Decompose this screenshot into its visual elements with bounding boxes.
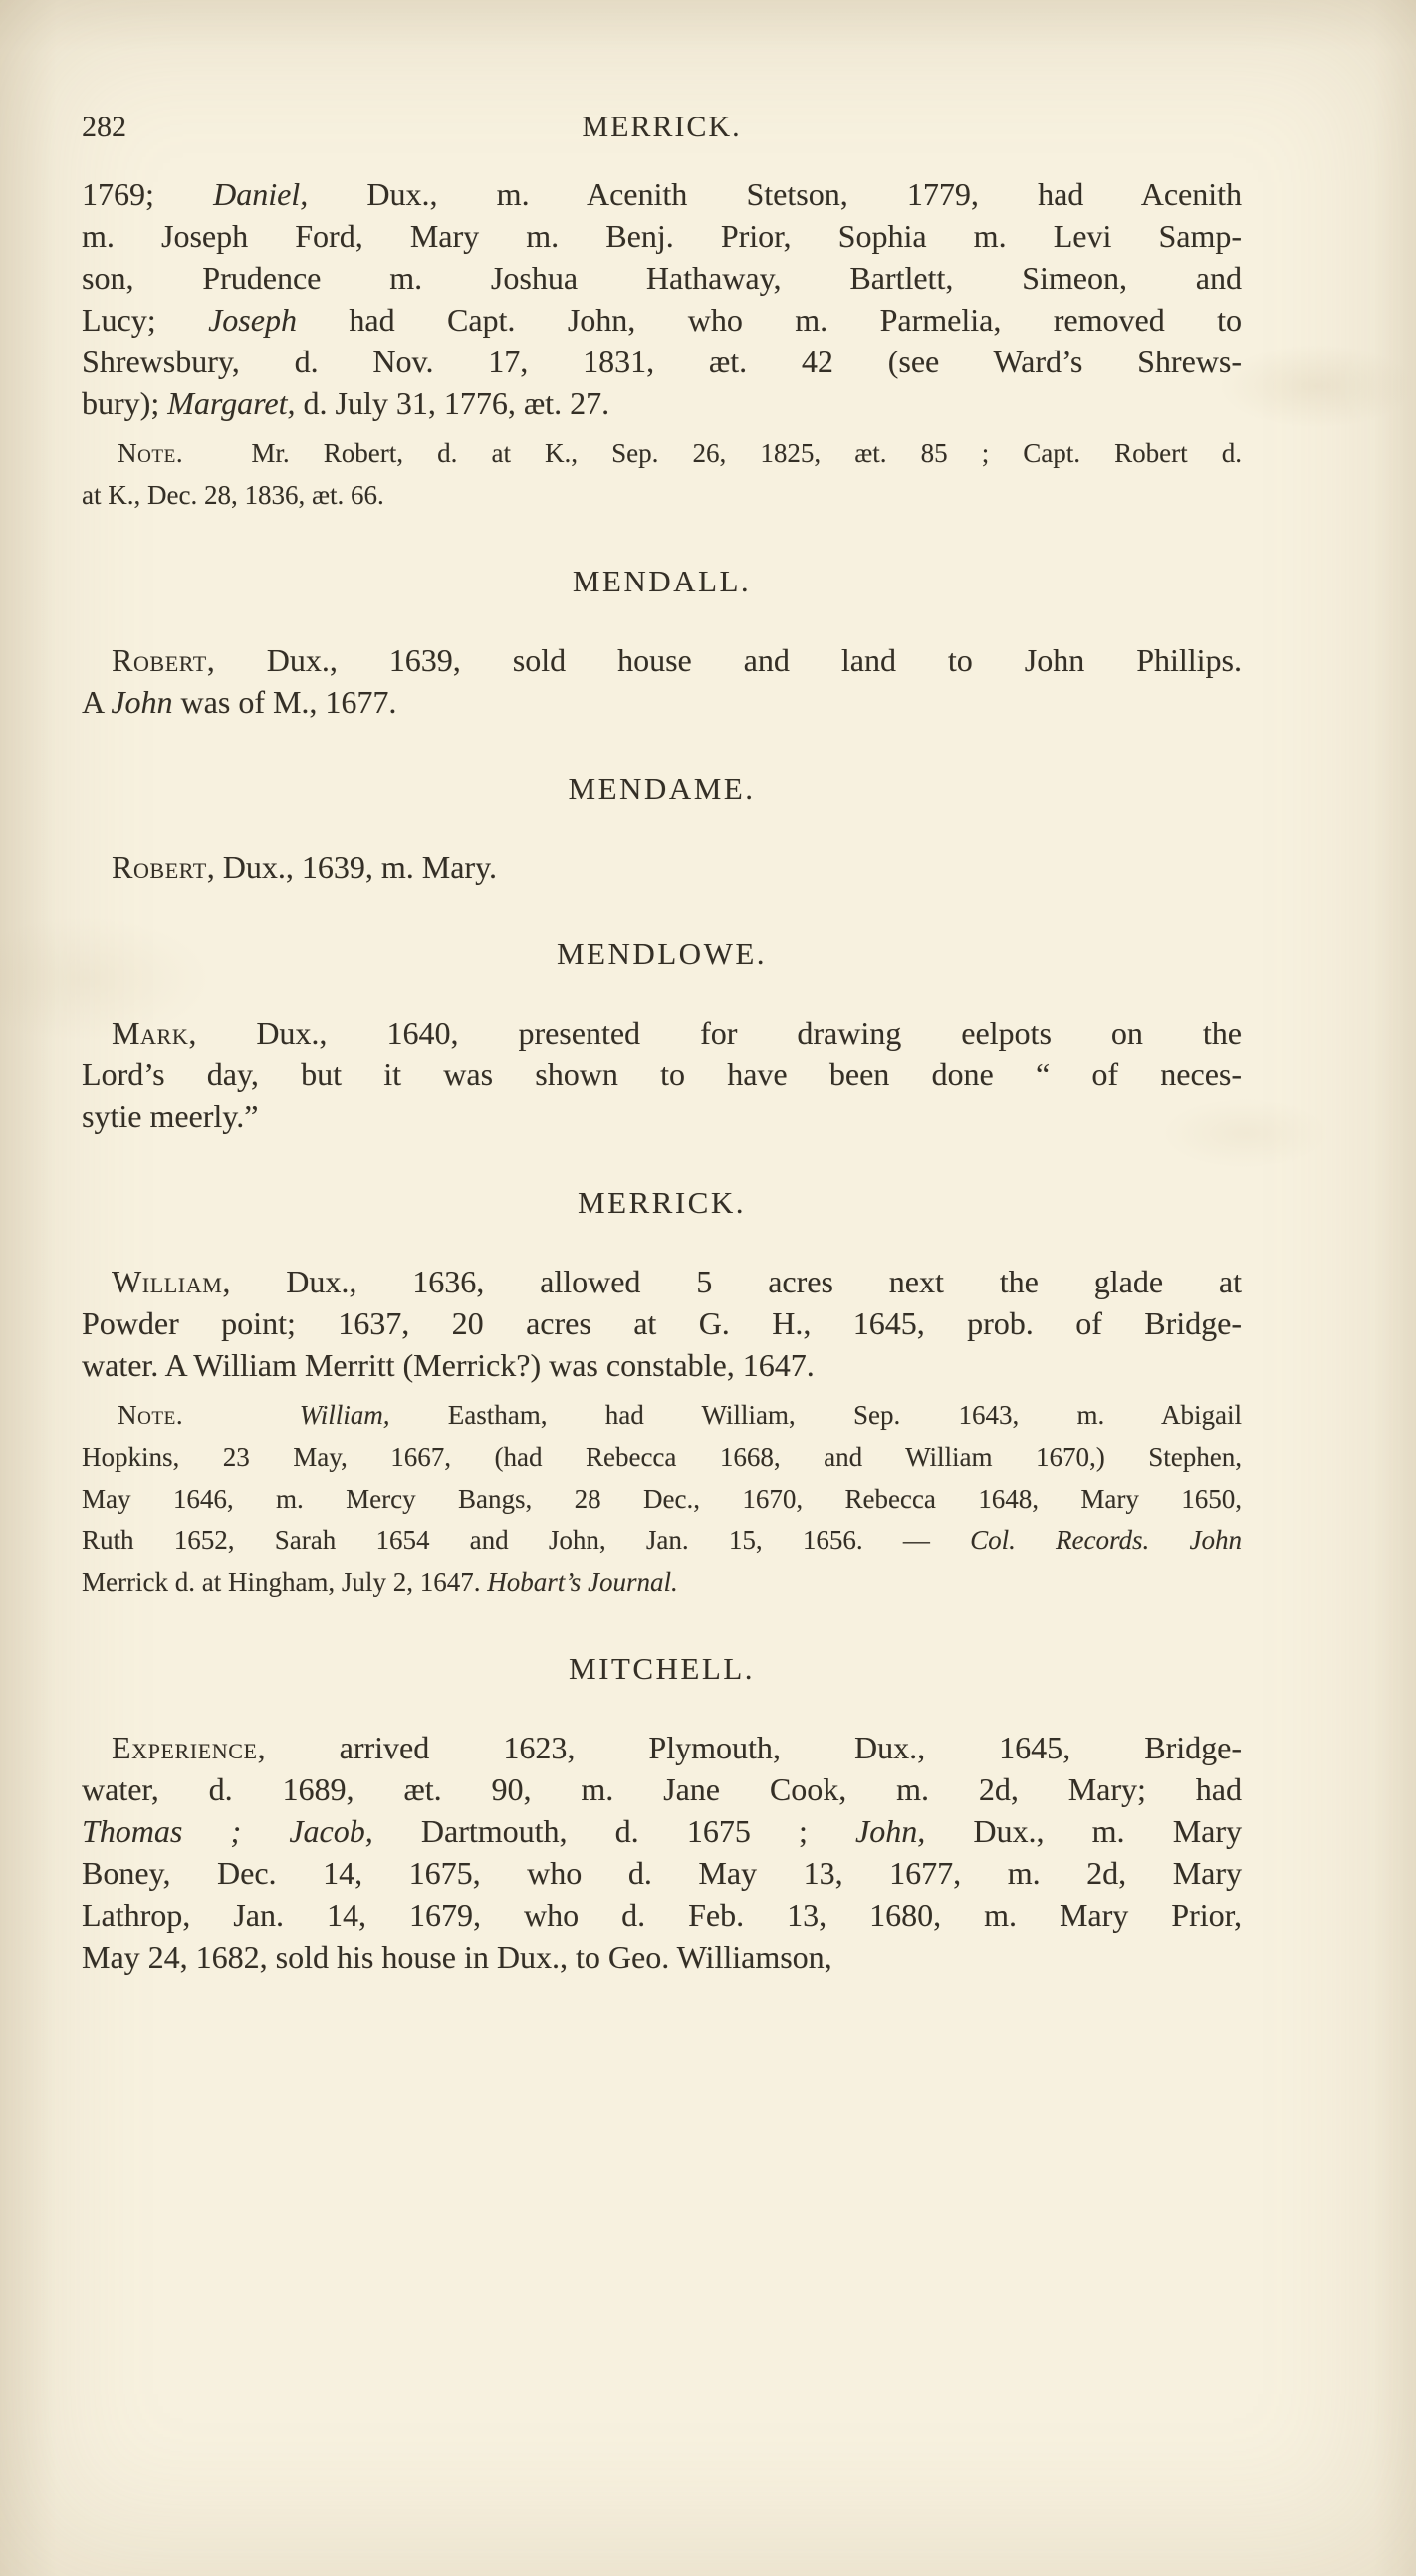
text-segment: Mr. Robert, d. at K., Sep. 26, 1825, æt. 85 ; Capt. Robert d. bbox=[183, 438, 1242, 468]
text-segment: 1769; bbox=[82, 176, 214, 212]
text-segment: , Dux., 1639, sold house and land to John Phillips. bbox=[206, 642, 1242, 678]
text-segment: Hobart’s Journal. bbox=[487, 1567, 678, 1597]
text-segment: , Dux., 1640, presented for drawing eelpots on the bbox=[188, 1015, 1242, 1051]
text-segment: at K., Dec. 28, 1836, æt. 66. bbox=[82, 480, 384, 510]
paragraph bbox=[82, 173, 1242, 424]
text-segment: Merrick d. at Hingham, July 2, 1647. bbox=[82, 1567, 488, 1597]
paragraph bbox=[82, 846, 1242, 888]
text-line bbox=[82, 1936, 1242, 1978]
text-line bbox=[82, 1344, 1242, 1386]
text-segment: Ruth 1652, Sarah 1654 and John, Jan. 15, 1656. — bbox=[82, 1525, 971, 1555]
text-segment: Experience bbox=[112, 1730, 258, 1765]
text-segment bbox=[1149, 1525, 1189, 1555]
text-segment: Note. bbox=[118, 1400, 184, 1430]
text-line bbox=[82, 299, 1242, 341]
paragraph bbox=[82, 639, 1242, 723]
text-segment: John, bbox=[855, 1813, 926, 1849]
page-header bbox=[82, 108, 1242, 149]
text-segment: Robert bbox=[112, 849, 207, 885]
text-segment: Lucy; bbox=[82, 302, 209, 338]
text-segment: Dartmouth, d. 1675 ; bbox=[372, 1813, 856, 1849]
text-line bbox=[82, 1302, 1242, 1344]
paragraph bbox=[82, 1012, 1242, 1137]
text-segment: water, d. 1689, æt. 90, m. Jane Cook, m. 2d, Mary; had bbox=[82, 1771, 1242, 1807]
running-head: MERRICK. bbox=[582, 111, 742, 143]
text-segment: Boney, Dec. 14, 1675, who d. May 13, 1677, m. 2d, Mary bbox=[82, 1855, 1242, 1891]
note-paragraph bbox=[82, 1394, 1242, 1603]
text-line bbox=[82, 1894, 1242, 1936]
text-segment: , arrived 1623, Plymouth, Dux., 1645, Bridge- bbox=[257, 1730, 1242, 1765]
text-segment: Lord’s day, but it was shown to have been done “ of neces- bbox=[82, 1056, 1242, 1092]
text-segment: bury); bbox=[82, 385, 168, 421]
text-segment: John bbox=[111, 684, 173, 720]
text-block bbox=[82, 108, 1242, 1978]
text-segment: d. July 31, 1776, æt. 27. bbox=[295, 385, 610, 421]
text-line bbox=[82, 1561, 1242, 1603]
text-segment: Thomas ; Jacob, bbox=[82, 1813, 373, 1849]
text-segment: Powder point; 1637, 20 acres at G. H., 1645, prob. of Bridge- bbox=[82, 1305, 1242, 1341]
section-heading: MENDALL. bbox=[572, 564, 752, 598]
text-line bbox=[82, 639, 1242, 681]
text-segment: was of M., 1677. bbox=[172, 684, 397, 720]
text-line bbox=[82, 681, 1242, 723]
text-segment: had Capt. John, who m. Parmelia, removed to bbox=[296, 302, 1243, 338]
text-line bbox=[82, 1852, 1242, 1894]
content bbox=[82, 173, 1242, 1978]
text-segment: Robert bbox=[112, 642, 207, 678]
text-line bbox=[82, 1478, 1242, 1520]
text-line bbox=[82, 1054, 1242, 1095]
text-segment: water. A William Merritt (Merrick?) was constable, 1647. bbox=[82, 1347, 815, 1383]
text-line bbox=[82, 1768, 1242, 1810]
section-heading: MENDAME. bbox=[568, 771, 756, 806]
text-segment: , Dux., 1639, m. Mary. bbox=[206, 849, 497, 885]
text-line bbox=[82, 1436, 1242, 1478]
text-segment: Mark bbox=[112, 1015, 189, 1051]
text-segment: Lathrop, Jan. 14, 1679, who d. Feb. 13, 1680, m. Mary Prior, bbox=[82, 1897, 1242, 1933]
text-segment: sytie meerly.” bbox=[82, 1098, 259, 1134]
text-line bbox=[82, 1394, 1242, 1436]
text-line bbox=[82, 341, 1242, 382]
text-line bbox=[82, 474, 1242, 516]
text-segment: Daniel, bbox=[213, 176, 309, 212]
page-number: 282 bbox=[82, 111, 126, 143]
text-segment: son, Prudence m. Joshua Hathaway, Bartlett, Simeon, and bbox=[82, 260, 1242, 296]
note-paragraph bbox=[82, 432, 1242, 516]
text-line bbox=[82, 846, 1242, 888]
text-line bbox=[82, 215, 1242, 257]
text-segment: John bbox=[1189, 1525, 1242, 1555]
text-line bbox=[82, 1095, 1242, 1137]
section-heading: MENDLOWE. bbox=[556, 936, 768, 971]
text-line bbox=[82, 1261, 1242, 1302]
text-line bbox=[82, 382, 1242, 424]
text-line bbox=[82, 257, 1242, 299]
text-segment: Hopkins, 23 May, 1667, (had Rebecca 1668, and William 1670,) Stephen, bbox=[82, 1442, 1242, 1472]
text-segment: Dux., m. Acenith Stetson, 1779, had Acenith bbox=[308, 176, 1243, 212]
text-line bbox=[82, 1727, 1242, 1768]
text-segment: Col. Records. bbox=[970, 1525, 1150, 1555]
section-heading: MITCHELL. bbox=[569, 1651, 755, 1686]
text-line bbox=[82, 432, 1242, 474]
text-segment bbox=[183, 1400, 300, 1430]
text-segment: May 1646, m. Mercy Bangs, 28 Dec., 1670, Rebecca 1648, Mary 1650, bbox=[82, 1484, 1242, 1514]
text-line bbox=[82, 173, 1242, 215]
paragraph bbox=[82, 1261, 1242, 1386]
paragraph bbox=[82, 1727, 1242, 1978]
text-segment: Dux., m. Mary bbox=[925, 1813, 1243, 1849]
text-segment: Eastham, had William, Sep. 1643, m. Abigail bbox=[389, 1400, 1243, 1430]
text-segment: , Dux., 1636, allowed 5 acres next the glade at bbox=[222, 1264, 1242, 1299]
text-segment: William bbox=[112, 1264, 223, 1299]
text-segment: Shrewsbury, d. Nov. 17, 1831, æt. 42 (see Ward’s Shrews- bbox=[82, 344, 1242, 379]
text-segment: Joseph bbox=[208, 302, 297, 338]
text-segment: m. Joseph Ford, Mary m. Benj. Prior, Sophia m. Levi Samp- bbox=[82, 218, 1242, 254]
text-line bbox=[82, 1012, 1242, 1054]
text-segment: Note. bbox=[118, 438, 184, 468]
text-segment: William, bbox=[299, 1400, 390, 1430]
section-heading: MERRICK. bbox=[578, 1185, 746, 1220]
text-segment: Margaret, bbox=[167, 385, 296, 421]
text-line bbox=[82, 1810, 1242, 1852]
text-segment: A bbox=[82, 684, 112, 720]
text-segment: May 24, 1682, sold his house in Dux., to Geo. Williamson, bbox=[82, 1939, 832, 1975]
text-line bbox=[82, 1520, 1242, 1561]
